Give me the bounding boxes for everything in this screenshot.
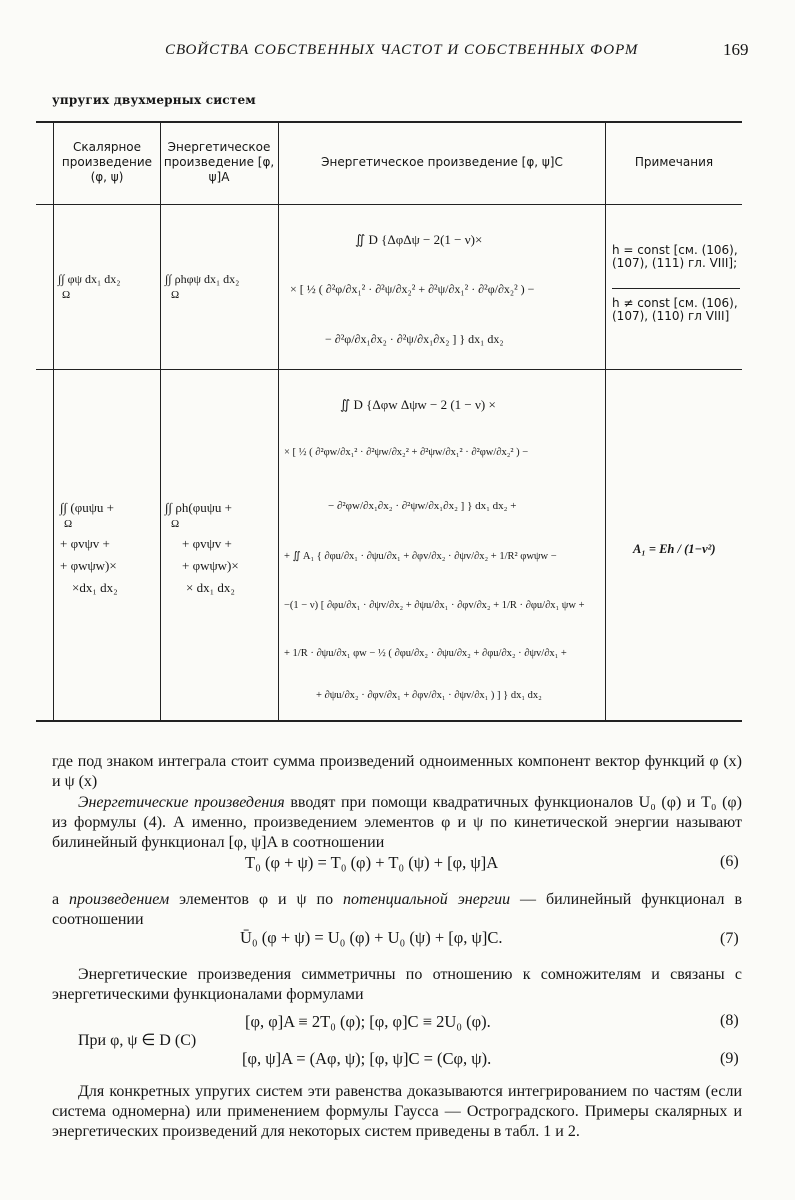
paragraph-5: Для конкретных упругих систем эти равенства доказываются интегрированием по частям (если система одномерна) или применением формулы Гаусса — Остроградского. Примеры скалярных и энергетических произведений для некоторых систем приведены в табл. 1 и 2. [52,1083,742,1140]
equation-8-number: (8) [720,1012,739,1029]
table-col-line [160,121,161,721]
row2-omega: Ω [171,518,180,530]
paragraph-3-c: — билинейный функционал в соотношении [52,891,742,928]
row1-note-const: h = const [см. (106), (107), (111) гл. VIII]; [612,243,738,270]
term-product: произведением [69,891,170,908]
row1-energy-c-line: − ∂²φ/∂x₁∂x₂ · ∂²ψ/∂x₁∂x₂ ] } dx₁ dx₂ [325,332,504,346]
table-col-line [53,121,54,721]
paragraph-4: Энергетические произведения симметричны по отношению к сомножителям и связаны с энергетическими функционалами формулами [52,966,742,1003]
row2-scalar-line: ×dx₁ dx₂ [72,580,118,595]
paragraph-2-text: вводят при помощи квадратичных функционалов U₀ (φ) и T₀ (φ) из формулы (4). А именно, произведением элементов φ и ψ по кинетической энергии называют билинейный функционал [φ, ψ]A в соотношении [52,794,742,851]
equation-6-number: (6) [720,853,739,870]
paragraph-3-a: а [52,891,70,908]
row1-scalar: ∫∫ φψ dx₁ dx₂ [58,272,121,286]
row2-energy-c-line: − ∂²φw/∂x₁∂x₂ · ∂²ψw/∂x₁∂x₂ ] } dx₁ dx₂ + [328,500,517,512]
row1-note-variable: h ≠ const [см. (106), (107), (110) гл VIII] [612,296,738,323]
row2-scalar-line: + φvψv + [60,536,110,551]
equation-9-condition: При φ, ψ ∈ D (C) [78,1032,197,1049]
equation-9: [φ, ψ]A = (Aφ, ψ); [φ, ψ]C = (Cφ, ψ). [242,1049,492,1068]
row1-omega: Ω [171,289,180,301]
equation-9-number: (9) [720,1050,739,1067]
row2-energy-c-line: + 1/R · ∂ψu/∂x₁ φw − ½ ( ∂φu/∂x₂ · ∂ψu/∂x₂ + ∂φu/∂x₂ · ∂ψv/∂x₁ + [284,648,567,659]
equation-8: [φ, φ]A ≡ 2T₀ (φ); [φ, φ]C ≡ 2U₀ (φ). [245,1012,491,1031]
paragraph-3 [52,890,742,930]
row2-energy-a-line: + φwψw)× [182,558,239,573]
term-potential-energy: потенциальной энергии [343,891,511,908]
row1-energy-a: ∫∫ ρhφψ dx₁ dx₂ [165,272,240,286]
row1-omega: Ω [62,289,71,301]
paragraph-3-b: элементов φ и ψ по [169,891,344,908]
row2-energy-a-line: × dx₁ dx₂ [186,580,235,595]
page-number: 169 [723,40,749,59]
equation-7: Ū₀ (φ + ψ) = U₀ (φ) + U₀ (ψ) + [φ, ψ]C. [240,928,503,947]
row1-energy-c-line: ∬ D {ΔφΔψ − 2(1 − ν)× [355,232,483,247]
table-header-rule [36,204,742,205]
row2-omega: Ω [64,518,73,530]
paragraph-2 [52,793,742,853]
term-energy-products: Энергетические произведения [78,794,285,811]
col-header-notes: Примечания [634,155,714,169]
row2-energy-a-line: ∫∫ ρh(φuψu + [165,500,232,515]
col-header-energy-a: Энергетическое произведение [φ, ψ]A [163,140,275,184]
table-row-rule [36,369,742,370]
table-top-rule [36,121,742,123]
running-title: СВОЙСТВА СОБСТВЕННЫХ ЧАСТОТ И СОБСТВЕННЫХ ФОРМ [165,42,639,58]
table-col-line [605,121,606,721]
col-header-scalar: Скалярное произведение (φ, ψ) [61,140,153,184]
table-caption: упругих двухмерных систем [52,93,256,107]
note-divider [612,288,740,289]
row1-energy-c-line: × [ ½ ( ∂²φ/∂x₁² · ∂²ψ/∂x₂² + ∂²ψ/∂x₁² · ∂²φ/∂x₂² ) − [290,282,535,296]
row2-scalar-line: + φwψw)× [60,558,117,573]
row2-note-a1: A₁ = Eh / (1−ν²) [633,542,716,556]
row2-energy-a-line: + φvψv + [182,536,232,551]
table-col-line [278,121,279,721]
paragraph-1: где под знаком интеграла стоит сумма произведений одноименных компонент вектор функций φ (x) и ψ (x) [52,753,742,790]
row2-energy-c-line: × [ ½ ( ∂²φw/∂x₁² · ∂²ψw/∂x₂² + ∂²ψw/∂x₁² · ∂²φw/∂x₂² ) − [284,447,529,458]
row2-energy-c-line: + ∂ψu/∂x₂ · ∂φv/∂x₁ + ∂φv/∂x₁ · ∂ψv/∂x₁ ) ] } dx₁ dx₂ [316,690,542,701]
row2-energy-c-line: + ∬ A₁ { ∂φu/∂x₁ · ∂ψu/∂x₁ + ∂φv/∂x₂ · ∂ψv/∂x₂ + 1/R² φwψw − [284,551,557,562]
row2-energy-c-line: −(1 − ν) [ ∂φu/∂x₁ · ∂ψv/∂x₂ + ∂ψu/∂x₁ · ∂φv/∂x₂ + 1/R · ∂φu/∂x₁ ψw + [284,600,585,611]
equation-7-number: (7) [720,930,739,947]
row2-scalar-line: ∫∫ (φuψu + [60,500,114,515]
equation-6: T₀ (φ + ψ) = T₀ (φ) + T₀ (ψ) + [φ, ψ]A [245,853,499,872]
table-bottom-rule [36,720,742,722]
row2-energy-c-line: ∬ D {Δφw Δψw − 2 (1 − ν) × [340,397,496,412]
col-header-energy-c: Энергетическое произведение [φ, ψ]C [321,155,563,169]
